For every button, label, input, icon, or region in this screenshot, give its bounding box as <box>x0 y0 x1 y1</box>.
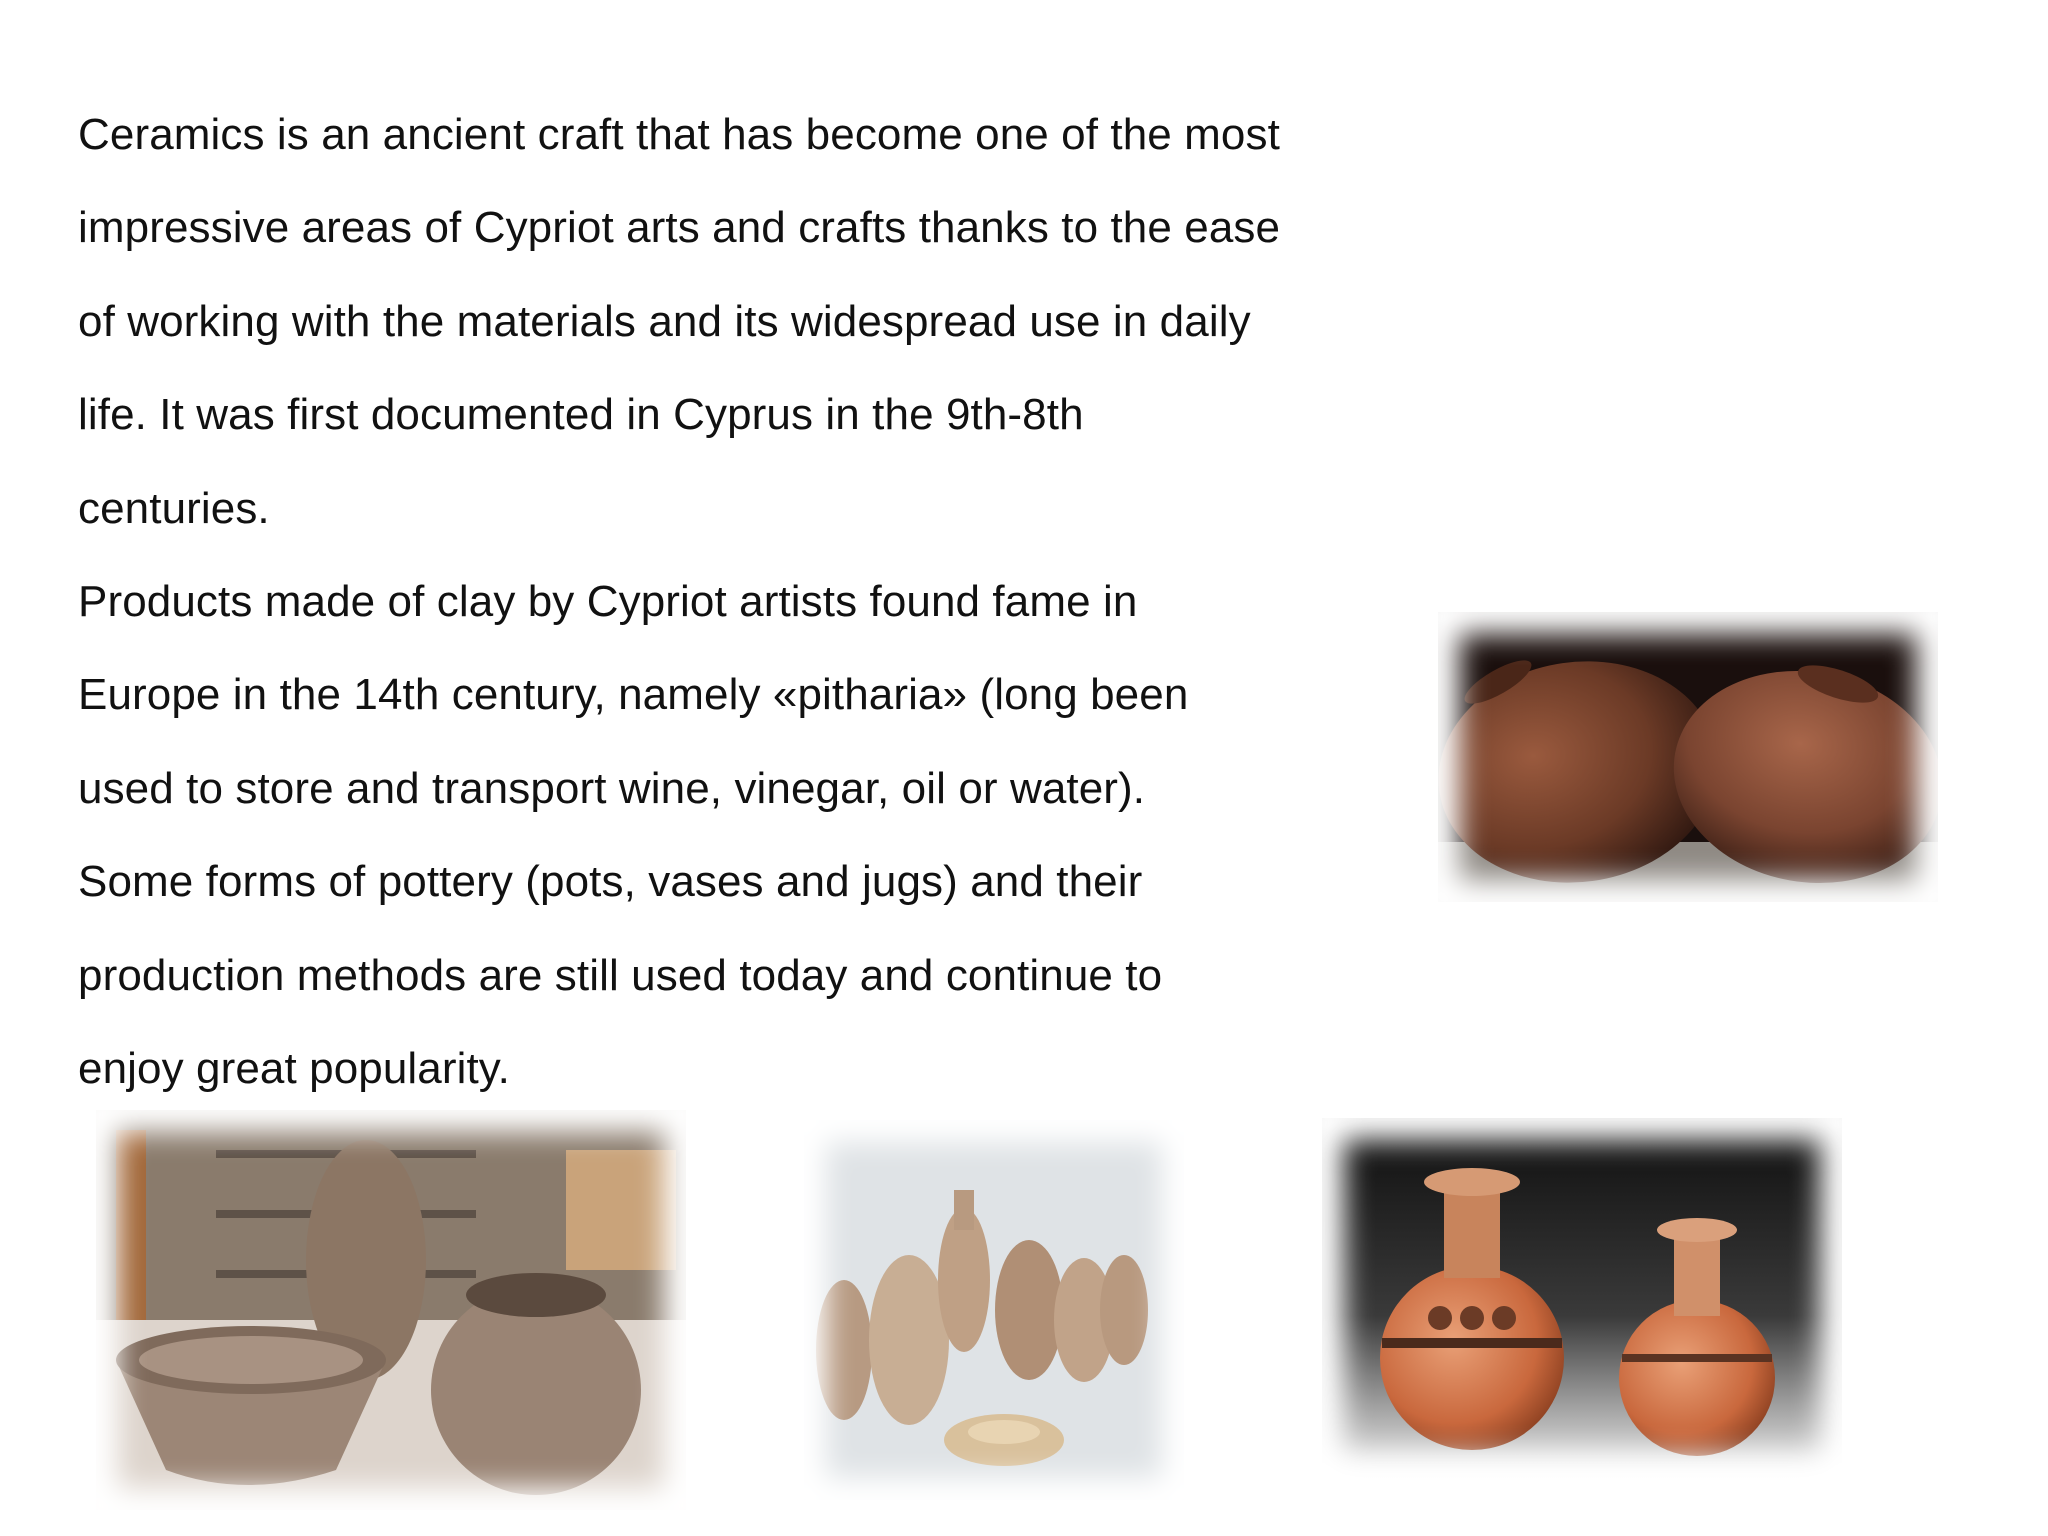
text-line-8: used to store and transport wine, vinegar, oil or water). <box>78 763 1146 813</box>
text-line-10: production methods are still used today and continue to <box>78 950 1163 1000</box>
body-text <box>78 88 1398 1115</box>
small-jugs-photo <box>804 1120 1184 1500</box>
text-line-2: impressive areas of Cypriot arts and crafts thanks to the ease <box>78 203 1281 253</box>
workshop-pottery-photo <box>96 1110 686 1510</box>
pitharia-photo <box>1438 612 1938 902</box>
painted-amphorae-photo <box>1322 1118 1842 1478</box>
text-line-11: enjoy great popularity. <box>78 1043 510 1093</box>
text-line-5: centuries. <box>78 483 270 533</box>
text-line-1: Ceramics is an ancient craft that has become one of the most <box>78 110 1280 159</box>
text-line-3: of working with the materials and its widespread use in daily <box>78 296 1251 346</box>
text-line-4: life. It was first documented in Cyprus in the 9th-8th <box>78 390 1084 440</box>
text-line-6: Products made of clay by Cypriot artists found fame in <box>78 576 1138 626</box>
text-line-9: Some forms of pottery (pots, vases and jugs) and their <box>78 857 1143 907</box>
text-line-7: Europe in the 14th century, namely «pitharia» (long been <box>78 670 1189 720</box>
